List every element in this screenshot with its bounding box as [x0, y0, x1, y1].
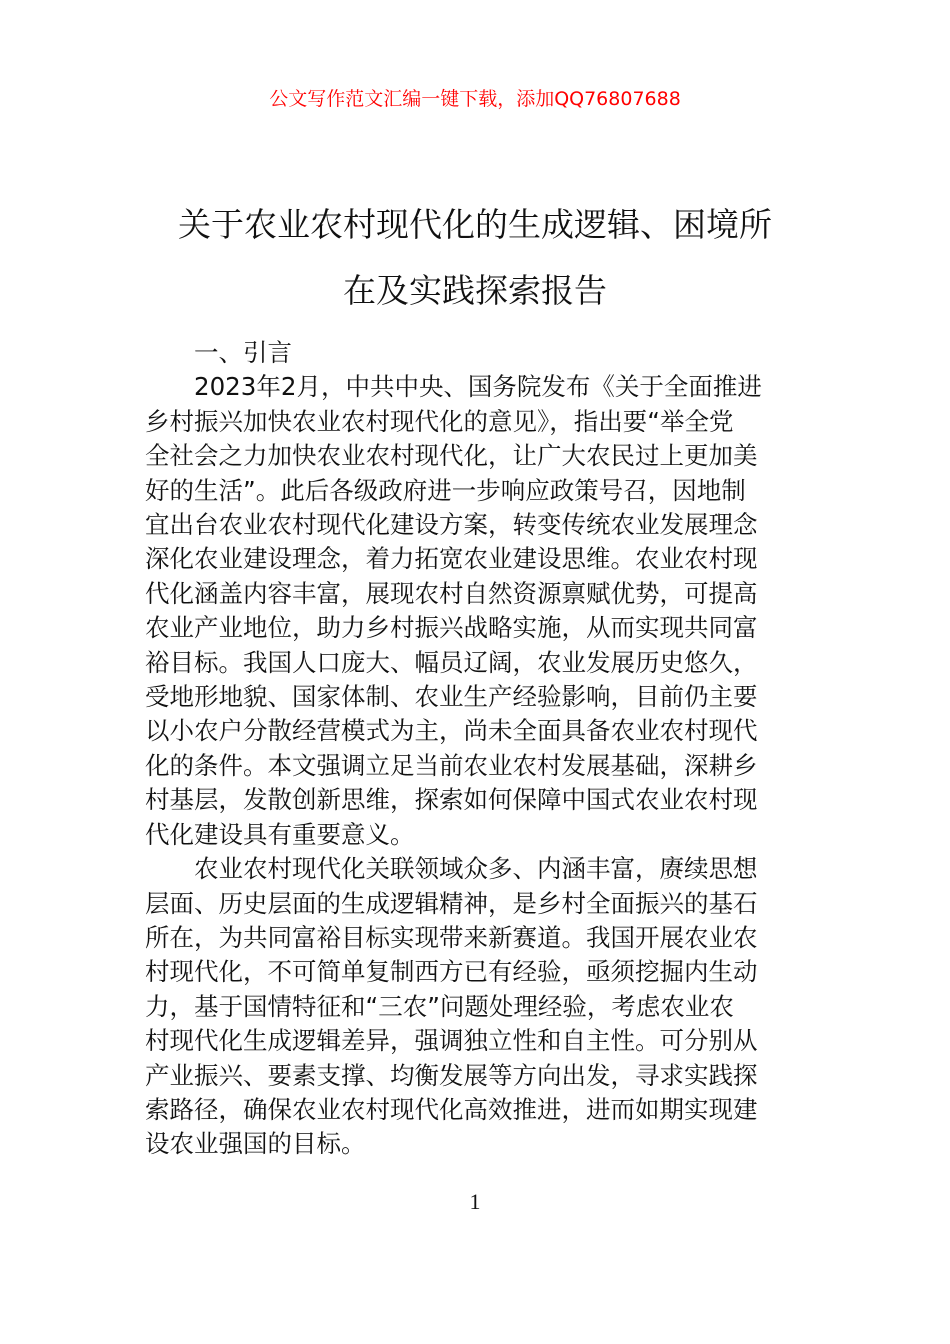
paragraph-2-line: 设农业强国的目标。 [145, 1129, 366, 1159]
paragraph-1-line: 全社会之力加快农业农村现代化，让广大农民过上更加美 [145, 441, 758, 471]
document-body [145, 336, 805, 1162]
paragraph-1-line: 代化建设具有重要意义。 [145, 819, 415, 849]
paragraph-2-line: 产业振兴、要素支撑、均衡发展等方向出发，寻求实践探 [145, 1060, 758, 1090]
paragraph-1-line: 2023年2月，中共中央、国务院发布《关于全面推进 [194, 372, 762, 402]
page-number: 1 [469, 1189, 481, 1214]
paragraph-1-line: 以小农户分散经营模式为主，尚未全面具备农业农村现代 [145, 716, 758, 746]
section-heading-introduction: 一、引言 [194, 338, 292, 367]
paragraph-2-line: 所在，为共同富裕目标实现带来新赛道。我国开展农业农 [145, 922, 758, 952]
paragraph-1-line: 村基层，发散创新思维，探索如何保障中国式农业农村现 [145, 785, 758, 815]
title-line-1: 关于农业农村现代化的生成逻辑、困境所 [178, 205, 772, 245]
document-title [145, 192, 805, 324]
paragraph-1-line: 受地形地貌、国家体制、农业生产经验影响，目前仍主要 [145, 682, 758, 712]
paragraph-2-line: 村现代化，不可简单复制西方已有经验，亟须挖掘内生动 [145, 957, 758, 987]
paragraph-2-line: 农业农村现代化关联领域众多、内涵丰富，赓续思想 [194, 854, 758, 884]
paragraph-2-line: 力，基于国情特征和“三农”问题处理经验，考虑农业农 [145, 991, 734, 1021]
paragraph-1-line: 宜出台农业农村现代化建设方案，转变传统农业发展理念 [145, 510, 758, 540]
paragraph-1-line: 深化农业建设理念，着力拓宽农业建设思维。农业农村现 [145, 544, 758, 574]
title-line-2: 在及实践探索报告 [343, 271, 607, 311]
paragraph-1-line: 好的生活”。此后各级政府进一步响应政策号召，因地制 [145, 475, 746, 505]
paragraph-1-line: 代化涵盖内容丰富，展现农村自然资源禀赋优势，可提高 [145, 578, 758, 608]
paragraph-2 [145, 852, 805, 1162]
paragraph-1-line: 农业产业地位，助力乡村振兴战略实施，从而实现共同富 [145, 613, 758, 643]
paragraph-1 [145, 370, 805, 852]
paragraph-1-line: 乡村振兴加快农业农村现代化的意见》，指出要“举全党 [145, 406, 734, 436]
header-download-note: 公文写作范文汇编一键下载，添加QQ76807688 [269, 88, 681, 110]
paragraph-1-line: 裕目标。我国人口庞大、幅员辽阔，农业发展历史悠久， [145, 647, 758, 677]
paragraph-2-line: 村现代化生成逻辑差异，强调独立性和自主性。可分别从 [145, 1026, 758, 1056]
paragraph-2-line: 层面、历史层面的生成逻辑精神，是乡村全面振兴的基石 [145, 888, 758, 918]
paragraph-2-line: 索路径，确保农业农村现代化高效推进，进而如期实现建 [145, 1094, 758, 1124]
paragraph-1-line: 化的条件。本文强调立足当前农业农村发展基础，深耕乡 [145, 750, 758, 780]
